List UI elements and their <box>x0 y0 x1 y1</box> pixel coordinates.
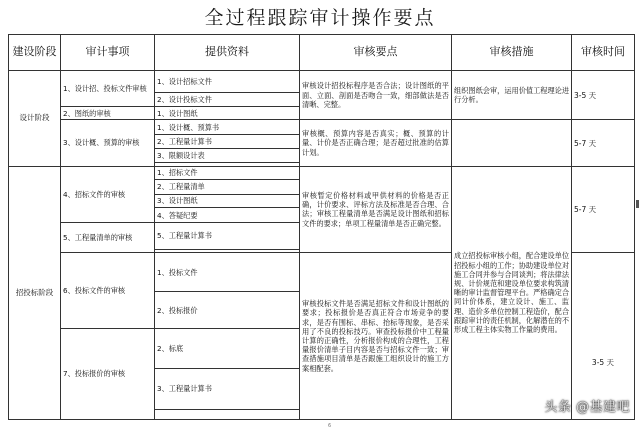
time-label: 5-7 天 <box>574 205 597 215</box>
page-edge-marker <box>636 200 639 208</box>
material-bid-price: 2、投标报价 <box>155 292 300 329</box>
measures-budget-empty <box>452 120 572 166</box>
material-bid-quantity-calc: 3、工程量计算书 <box>155 369 300 409</box>
time-design-review <box>572 70 635 120</box>
material-tender-drawings: 3、设计图纸 <box>155 194 300 208</box>
header-row <box>9 35 635 71</box>
material-base-price: 2、标底 <box>155 329 300 369</box>
table-row <box>9 70 635 92</box>
material-spacer <box>155 409 300 419</box>
material-budget-book: 1、设计概、预算书 <box>155 120 300 135</box>
header-item: 审计事项 <box>61 35 155 71</box>
stage-design: 设计阶段 <box>9 70 61 166</box>
header-time: 审核时间 <box>572 35 635 71</box>
time-tender-review <box>572 166 635 253</box>
table-row <box>9 120 635 135</box>
material-design-bid-doc: 2、设计投标文件 <box>155 93 300 107</box>
time-label: 3-5 天 <box>591 358 615 368</box>
item-tender-doc-review: 4、招标文件的审核 <box>61 166 155 222</box>
item-budget-review: 3、设计概、预算的审核 <box>61 120 155 166</box>
points-budget-review: 审核概、预算内容是否真实；概、预算的计量、计价是否正确合理；是否超过批准的估算计划。 <box>300 120 452 166</box>
document-title: 全过程跟踪审计操作要点 <box>204 7 436 29</box>
material-design-drawings: 1、设计图纸 <box>155 106 300 120</box>
points-design-review: 审核设计招投标程序是否合法；设计图纸的平面、立面、剖面是否吻合一致，细部做法是否清晰、完整。 <box>300 70 452 120</box>
material-tender-quantity-calc: 5、工程量计算书 <box>155 222 300 249</box>
material-qa-minutes: 4、答疑纪要 <box>155 208 300 223</box>
watermark: 头条 @基建吧 <box>544 400 630 415</box>
item-design-tender: 1、设计招、投标文件审核 <box>61 70 155 106</box>
audit-table <box>8 34 635 420</box>
measures-design-review: 组织图纸会审，运用价值工程理论进行分析。 <box>452 70 572 120</box>
header-materials: 提供资料 <box>155 35 300 71</box>
measures-tender-review: 成立招投标审核小组，配合建设单位招投标小组的工作；协助建设单位对施工合同并参与合同谈判；将法律法规、计价规范和建设单位要求构筑清晰的审计监督管理平台。严格确定合同计价体系，建立设计、施工、监理、造价多单位控制工程造价，配合跟踪审计的责任机制，化解潜在的不形成工程主体实物工作量的费用。 <box>452 166 572 419</box>
item-drawing-review: 2、图纸的审核 <box>61 106 155 120</box>
table-row <box>9 166 635 180</box>
time-budget-review <box>572 120 635 166</box>
page-number: 6 <box>328 423 332 429</box>
item-bill-review: 5、工程量清单的审核 <box>61 222 155 252</box>
header-points: 审核要点 <box>300 35 452 71</box>
material-quantity-calc: 2、工程量计算书 <box>155 135 300 149</box>
material-bid-doc: 1、投标文件 <box>155 253 300 292</box>
time-label: 5-7 天 <box>574 138 597 148</box>
item-bid-doc-review: 6、投标文件的审核 <box>61 253 155 329</box>
material-bill-of-quantities: 2、工程量清单 <box>155 180 300 195</box>
points-bid-review: 审核投标文件是否满足招标文件和设计图纸的要求；投标报价是否真正符合市场竞争的要求，是否有围标、串标、抬标等现象，是否采用了不良的投标技巧。审查投标报价中工程量计算的正确性，分析报价构成的合理性，工程量报价清单子目内容是否与招标文件一致；审查措施项目清单是否跟施工组织设计的施工方案相配套。 <box>300 253 452 420</box>
material-design-tender-doc: 1、设计招标文件 <box>155 70 300 92</box>
time-label: 3-5 天 <box>574 90 597 100</box>
header-measures: 审核措施 <box>452 35 572 71</box>
item-bid-price-review: 7、投标报价的审核 <box>61 329 155 420</box>
stage-tender: 招投标阶段 <box>9 166 61 419</box>
time-bid-review <box>572 253 635 420</box>
material-tender-doc: 1、招标文件 <box>155 166 300 180</box>
points-tender-review: 审核暂定价格材料或甲供材料的价格是否正确，计价要求、评标方法及标准是否合理、合法；审核工程量清单是否满足设计图纸和招标文件的要求；单项工程量清单是否正确完整。 <box>300 166 452 253</box>
material-quota-table: 3、限额设计表 <box>155 148 300 163</box>
header-stage: 建设阶段 <box>9 35 61 71</box>
